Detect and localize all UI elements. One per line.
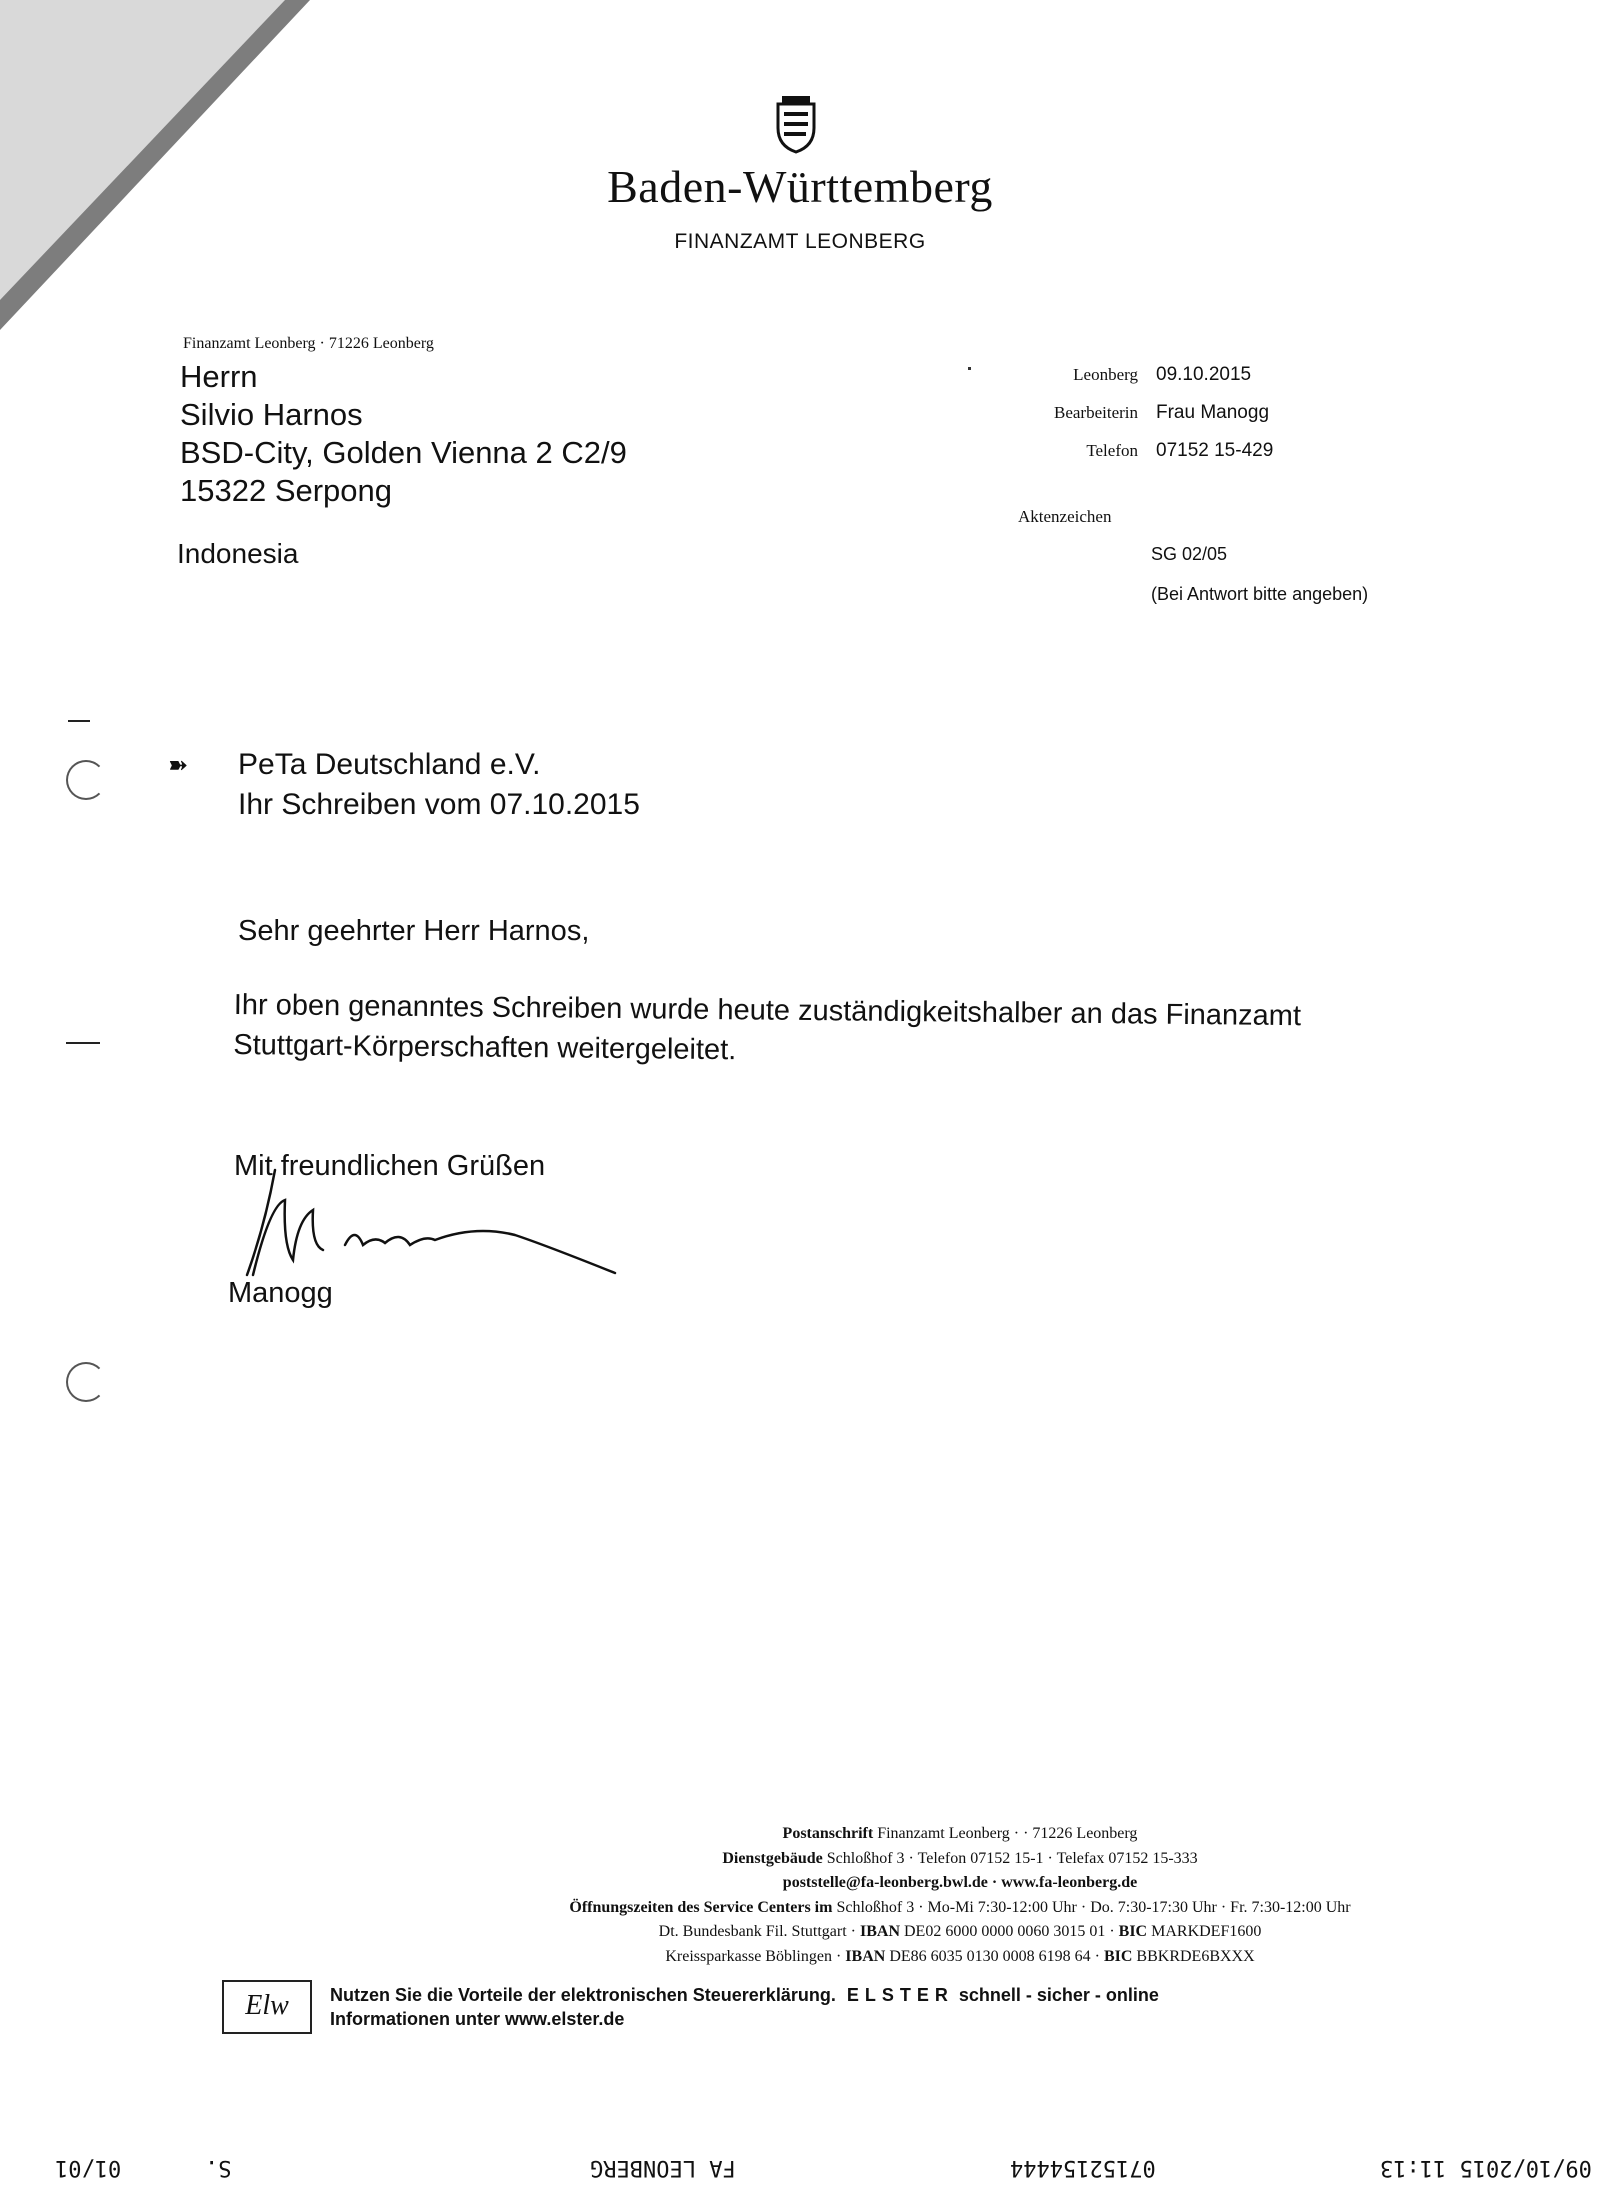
body-line: Stuttgart-Körperschaften weitergeleitet.	[233, 1028, 737, 1067]
state-name: Baden-Württemberg	[607, 161, 993, 212]
bank1-bic-label: BIC	[1118, 1923, 1148, 1940]
building-address: Schloßhof 3 · Telefon 07152 15-1 · Telefax 07152 15-333	[826, 1849, 1198, 1867]
fax-page: 01/01	[55, 2155, 122, 2180]
bank1-iban-label: IBAN	[859, 1923, 900, 1940]
contact-email-web: poststelle@fa-leonberg.bwl.de · www.fa-leonberg.de	[782, 1874, 1138, 1891]
body-line: Ihr oben genanntes Schreiben wurde heute zuständigkeitshalber an das Finanzamt	[233, 988, 1302, 1033]
subject-reference: Ihr Schreiben vom 07.10.2015	[238, 788, 640, 821]
bank2-bic: BBKRDE6BXXX	[1136, 1947, 1255, 1965]
punch-hole	[66, 1362, 106, 1402]
closing: Mit freundlichen Grüßen	[234, 1150, 546, 1182]
postal-label: Postanschrift	[782, 1825, 874, 1842]
bank1-bic: MARKDEF1600	[1151, 1923, 1262, 1940]
bank2-bic-label: BIC	[1103, 1947, 1133, 1965]
opening-hours: Schloßhof 3 · Mo-Mi 7:30-12:00 Uhr · Do. 7:30-17:30 Uhr · Fr. 7:30-12:00 Uhr	[836, 1898, 1351, 1916]
office-name: FINANZAMT LEONBERG	[674, 230, 926, 253]
fax-header	[0, 2145, 1600, 2195]
building-label: Dienstgebäude	[722, 1849, 823, 1867]
reference-label: Aktenzeichen	[1018, 507, 1112, 526]
reference-note: (Bei Antwort bitte angeben)	[1151, 584, 1369, 604]
sender-return-line: Finanzamt Leonberg · 71226 Leonberg	[183, 335, 434, 352]
elster-logo	[222, 1980, 312, 2034]
reference-number: SG 02/05	[1151, 544, 1228, 564]
coat-of-arms-icon	[772, 94, 820, 154]
recipient-name: Silvio Harnos	[180, 397, 363, 432]
postal-address: Finanzamt Leonberg · · 71226 Leonberg	[877, 1825, 1138, 1842]
letter-date: 09.10.2015	[1156, 364, 1252, 385]
bank2-iban-label: IBAN	[845, 1947, 886, 1965]
bank1-name: Dt. Bundesbank Fil. Stuttgart	[658, 1923, 847, 1940]
arrow-icon: ➽	[168, 752, 189, 779]
recipient-country: Indonesia	[177, 538, 299, 569]
signer-name: Manogg	[228, 1277, 333, 1309]
letter-salutation: Sehr geehrter Herr Harnos,	[238, 915, 590, 947]
clerk-label: Bearbeiterin	[1053, 403, 1138, 422]
fax-sender: FA LEONBERG	[590, 2155, 736, 2180]
hours-label: Öffnungszeiten des Service Centers im	[569, 1898, 833, 1916]
fax-page-label: S.	[205, 2155, 232, 2180]
punch-hole	[66, 760, 106, 800]
bank1-iban: DE02 6000 0000 0060 3015 01	[904, 1923, 1106, 1940]
recipient-address	[180, 358, 627, 510]
subject-line: PeTa Deutschland e.V.	[238, 748, 541, 781]
recipient-city: 15322 Serpong	[180, 473, 393, 508]
fax-datetime: 09/10/2015 11:13	[1380, 2155, 1592, 2180]
clerk-name: Frau Manogg	[1156, 402, 1270, 423]
elster-notice	[330, 1983, 1159, 2031]
recipient-salutation: Herrn	[180, 359, 258, 394]
elster-info-link: Informationen unter www.elster.de	[330, 2009, 625, 2029]
elster-tagline: Nutzen Sie die Vorteile der elektronischen Steuererklärung.	[330, 1985, 836, 2005]
recipient-street: BSD-City, Golden Vienna 2 C2/9	[180, 435, 627, 470]
elster-brand: ELSTER	[846, 1985, 954, 2005]
folded-corner	[0, 0, 285, 300]
elster-logo-text: Elw	[245, 1990, 289, 2021]
fold-mark	[66, 1042, 100, 1044]
bank2-name: Kreissparkasse Böblingen	[665, 1947, 832, 1965]
fold-mark	[68, 720, 90, 722]
bank2-iban: DE86 6035 0130 0008 6198 64	[889, 1947, 1091, 1965]
letter-footer: Postanschrift Finanzamt Leonberg · · 71226 Leonberg Dienstgebäude Schloßhof 3 · Telefon 07152 15-1 · Telefax 07152 15-333 poststelle@fa-leonberg.bwl.de · www.fa-leonberg.de Öffnungszeiten des Service Centers im Schloßhof 3 · Mo-Mi 7:30-12:00 Uhr · Do. 7:30-17:30 Uhr · Fr. 7:30-12:00 Uhr Dt. Bundesbank Fil. Stuttgart · IBAN DE02 6000 0000 0060 3015 01 · BIC MARKDEF1600 Kreissparkasse Böblingen · IBAN DE86 6035 0130 0008 6198 64 · BIC BBKRDE6BXXX	[420, 1822, 1500, 1969]
letter-body	[233, 985, 1414, 1077]
place-label: Leonberg	[1073, 365, 1138, 384]
phone-label: Telefon	[1086, 441, 1138, 460]
phone-number: 07152 15-429	[1156, 440, 1274, 461]
fax-number: 07152154444	[1010, 2155, 1156, 2180]
fold-mark-dot	[968, 367, 971, 370]
letter-meta	[1000, 356, 1273, 470]
elster-slogan: schnell - sicher - online	[958, 1985, 1159, 2005]
